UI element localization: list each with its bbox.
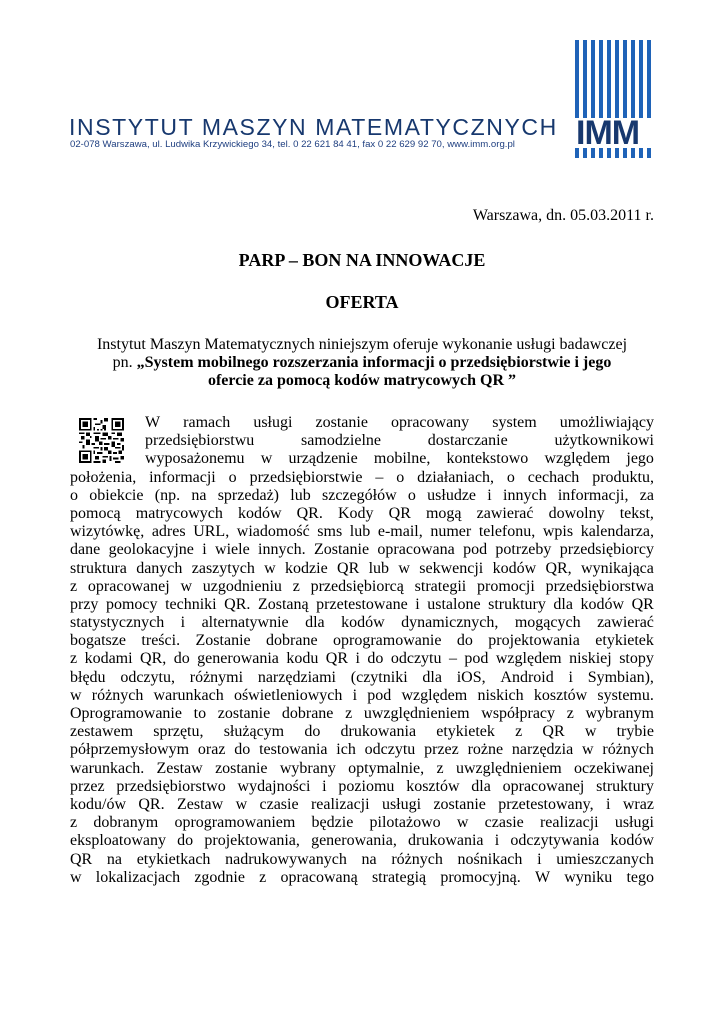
institute-address: 02-078 Warszawa, ul. Ludwika Krzywickiego 34, tel. 0 22 621 84 41, fax 0 22 629 92 70, www.imm.org.pl (70, 139, 515, 150)
document-subheading: OFERTA (325, 292, 399, 312)
body-line: położenia, informacji o przedsiębiorstwie – o działaniach, o cechach produktu, (70, 468, 654, 486)
document-date: Warszawa, dn. 05.03.2011 r. (472, 207, 654, 224)
body-line: QR na etykietkach nadrukowywanych na różnych nośnikach i umieszczanych (70, 850, 654, 868)
intro-line-1: Instytut Maszyn Matematycznych niniejszym oferuje wykonanie usługi badawczej (96, 336, 628, 353)
body-line: dane geolokacyjne i wiele innych. Zostanie opracowana pod potrzeby przedsiębiorcy (70, 541, 654, 559)
service-title-part2: ofercie za pomocą kodów matrycowych QR ” (207, 372, 517, 390)
intro-paragraph (70, 336, 654, 391)
body-line: z dobranym oprogramowaniem będzie pilotażowo w czasie realizacji usługi (70, 814, 654, 832)
body-line: Oprogramowanie to zostanie dobrane z uwzględnieniem współpracy z wybranym (70, 705, 654, 722)
imm-logo (575, 40, 653, 170)
body-line: bogatsze treści. Zostanie dobrane oprogramowanie do projektowania etykietek (70, 632, 654, 650)
body-line: warunkach. Zestaw zostanie wybrany optymalnie, z uwzględnieniem oczekiwanej (70, 759, 654, 777)
body-line: W ramach usługi zostanie opracowany system umożliwiający (145, 414, 654, 431)
offer-body-paragraph (70, 414, 654, 887)
body-line: przedsiębiorstwu samodzielne dostarczanie użytkownikowi (145, 432, 654, 450)
body-line: błędu odczytu, różnymi narzędziami (czytniki dla iOS, Android i Symbian), (70, 668, 654, 686)
body-line: przez przedsiębiorstwo wydajności i poziomu kosztów dla opracowanej struktury (70, 777, 654, 795)
body-line: przy pomocy techniki QR. Zostaną przetestowane i ustalone struktury dla kodów QR (70, 595, 654, 613)
body-line: kodu/ów QR. Zestaw w czasie realizacji usługi zostanie przetestowany, i wraz (70, 795, 654, 813)
body-line: w lokalizacjach zgodnie z opracowaną strategią promocyjną. W wyniku tego (70, 868, 654, 886)
body-line: półprzemysłowym oraz do testowania ich odczytu przez rożne narzędzia w różnych (70, 741, 654, 759)
body-line: eksploatowany do projektowania, generowania, drukowania i odczytywania kodów (70, 832, 654, 850)
body-line: z kodami QR, do generowania kodu QR i do odczytu – pod względem niskiej stopy (70, 650, 654, 668)
body-line: struktura danych zaszytych w kodzie QR lub w sekwencji kodów QR, wynikająca (70, 559, 654, 577)
document-heading: PARP – BON NA INNOWACJE (238, 250, 486, 270)
institute-name: INSTYTUT MASZYN MATEMATYCZNYCH (69, 114, 558, 140)
intro-line-2: pn. „System mobilnego rozszerzania informacji o przedsiębiorstwie i jego (112, 354, 612, 372)
body-line: z opracowanej w uzgodnieniu z przedsiębiorcą strategii promocji przedsiębiorstwa (70, 577, 654, 595)
intro-line-3 (70, 372, 654, 390)
service-title-part1: „System mobilnego rozszerzania informacji o przedsiębiorstwie i jego (136, 354, 612, 372)
body-line: wizytówkę, adres URL, wiadomość sms lub e-mail, numer telefonu, wpis kalendarza, (70, 523, 654, 541)
body-line: o obiekcie (np. na sprzedaż) lub szczegółów o usłudze i innych informacji, za (70, 486, 654, 504)
body-line: zestawem sprzętu, służącym do drukowania etykietek z QR w trybie (70, 723, 654, 741)
body-line: w różnych warunkach oświetleniowych i pod względem niskich kosztów systemu. (70, 686, 654, 704)
body-line: statystycznych i alternatywnie dla kodów dynamicznych, mogących zawierać (70, 614, 654, 632)
body-line: pomocą matrycowych kodów QR. Kody QR mogą zawierać dowolny tekst, (70, 504, 654, 522)
logo-text: IMM (576, 114, 640, 152)
body-line: wyposażonemu w urządzenie mobilne, kontekstowo względem jego (145, 450, 654, 468)
